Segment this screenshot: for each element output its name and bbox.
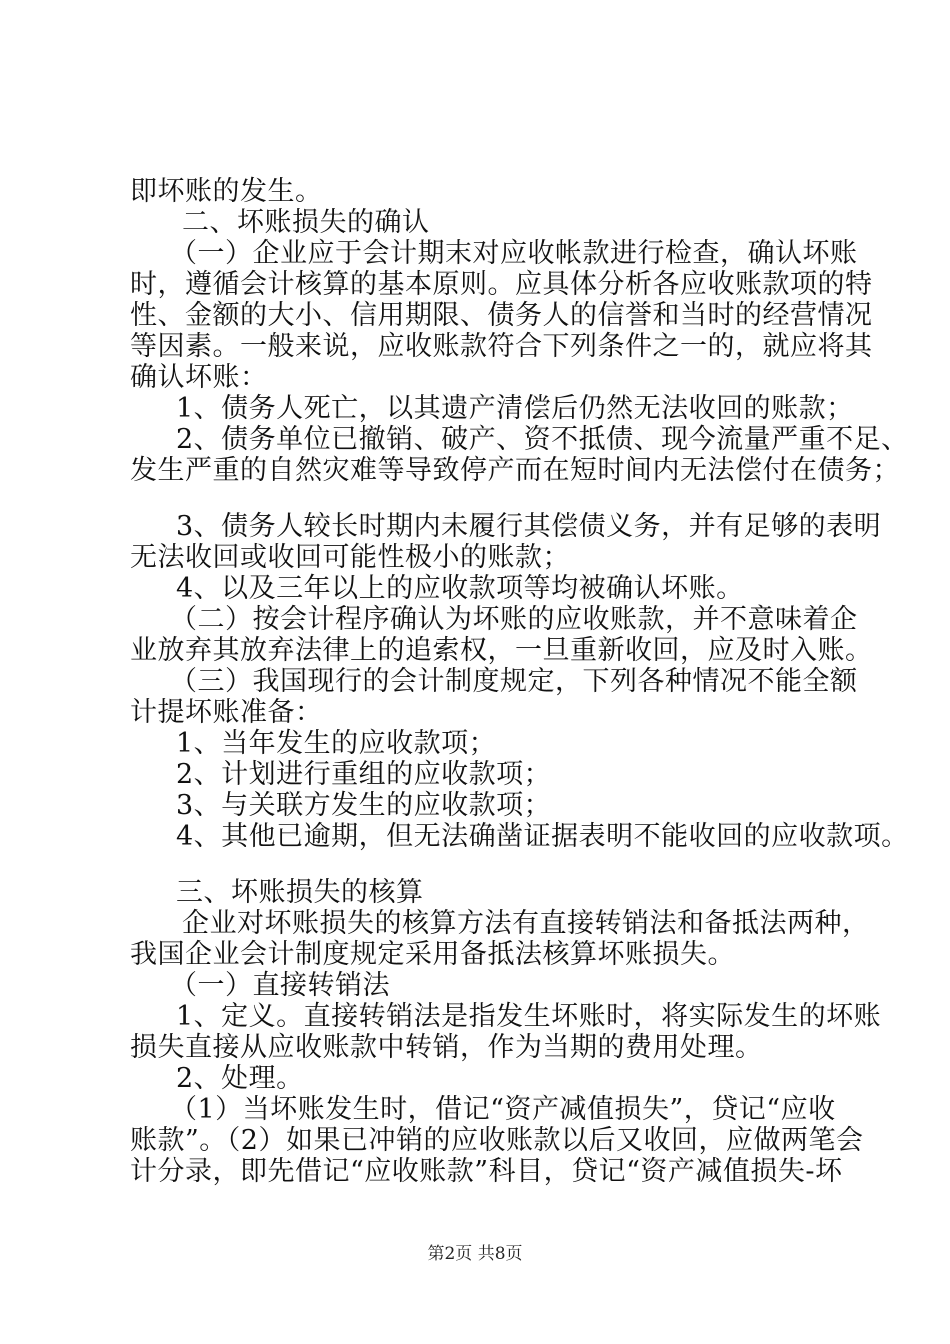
list-item-4: 4、以及三年以上的应收款项等均被确认坏账。 [176, 573, 744, 604]
list-item-7: 3、与关联方发生的应收款项； [176, 790, 552, 821]
list-item-2-cont: 发生严重的自然灾难等导致停产而在短时间内无法偿付在债务； [130, 455, 900, 486]
paragraph-line-28: 2、处理。 [176, 1063, 304, 1094]
paragraph-line-31: 计分录，即先借记“应收账款”科目，贷记“资产减值损失-坏 [130, 1156, 843, 1187]
list-item-2: 2、债务单位已撤销、破产、资不抵债、现今流量严重不足、 [176, 424, 909, 455]
page-footer: 第2页 共8页 [427, 1244, 523, 1264]
paragraph-line-30: 账款”。（2）如果已冲销的应收账款以后又收回，应做两笔会 [130, 1125, 864, 1156]
list-item-1: 1、债务人死亡，以其遗产清偿后仍然无法收回的账款； [176, 393, 854, 424]
paragraph-line-26: 1、定义。直接转销法是指发生坏账时，将实际发生的坏账 [176, 1001, 882, 1032]
paragraph-line-24: 我国企业会计制度规定采用备抵法核算坏账损失。 [130, 939, 735, 970]
list-item-8: 4、其他已逾期，但无法确凿证据表明不能收回的应收款项。 [176, 821, 909, 852]
list-item-3-cont: 无法收回或收回可能性极小的账款； [130, 542, 570, 573]
paragraph-line-29: （1）当坏账发生时，借记“资产减值损失”，贷记“应收 [170, 1094, 836, 1125]
section-heading-3: 三、坏账损失的核算 [176, 877, 424, 908]
text-line-1: 即坏账的发生。 [130, 176, 323, 207]
paragraph-line-15: 业放弃其放弃法律上的追索权，一旦重新收回，应及时入账。 [130, 635, 873, 666]
paragraph-line-23: 企业对坏账损失的核算方法有直接转销法和备抵法两种， [182, 908, 870, 939]
paragraph-line-17: 计提坏账准备： [130, 697, 323, 728]
paragraph-line-14: （二）按会计程序确认为坏账的应收账款，并不意味着企 [170, 604, 858, 635]
paragraph-line-6: 等因素。一般来说，应收账款符合下列条件之一的，就应将其 [130, 331, 873, 362]
section-heading-2: 二、坏账损失的确认 [182, 207, 430, 238]
list-item-6: 2、计划进行重组的应收款项； [176, 759, 552, 790]
subsection-heading: （一）直接转销法 [170, 970, 390, 1001]
paragraph-line-7: 确认坏账： [130, 362, 268, 393]
paragraph-line-16: （三）我国现行的会计制度规定，下列各种情况不能全额 [170, 666, 858, 697]
paragraph-line-5: 性、金额的大小、信用期限、债务人的信誉和当时的经营情况 [130, 300, 873, 331]
paragraph-line-27: 损失直接从应收账款中转销，作为当期的费用处理。 [130, 1032, 763, 1063]
paragraph-line-3: （一）企业应于会计期末对应收帐款进行检查，确认坏账 [170, 238, 858, 269]
list-item-3: 3、债务人较长时期内未履行其偿债义务，并有足够的表明 [176, 511, 882, 542]
paragraph-line-4: 时，遵循会计核算的基本原则。应具体分析各应收账款项的特 [130, 269, 873, 300]
list-item-5: 1、当年发生的应收款项； [176, 728, 497, 759]
